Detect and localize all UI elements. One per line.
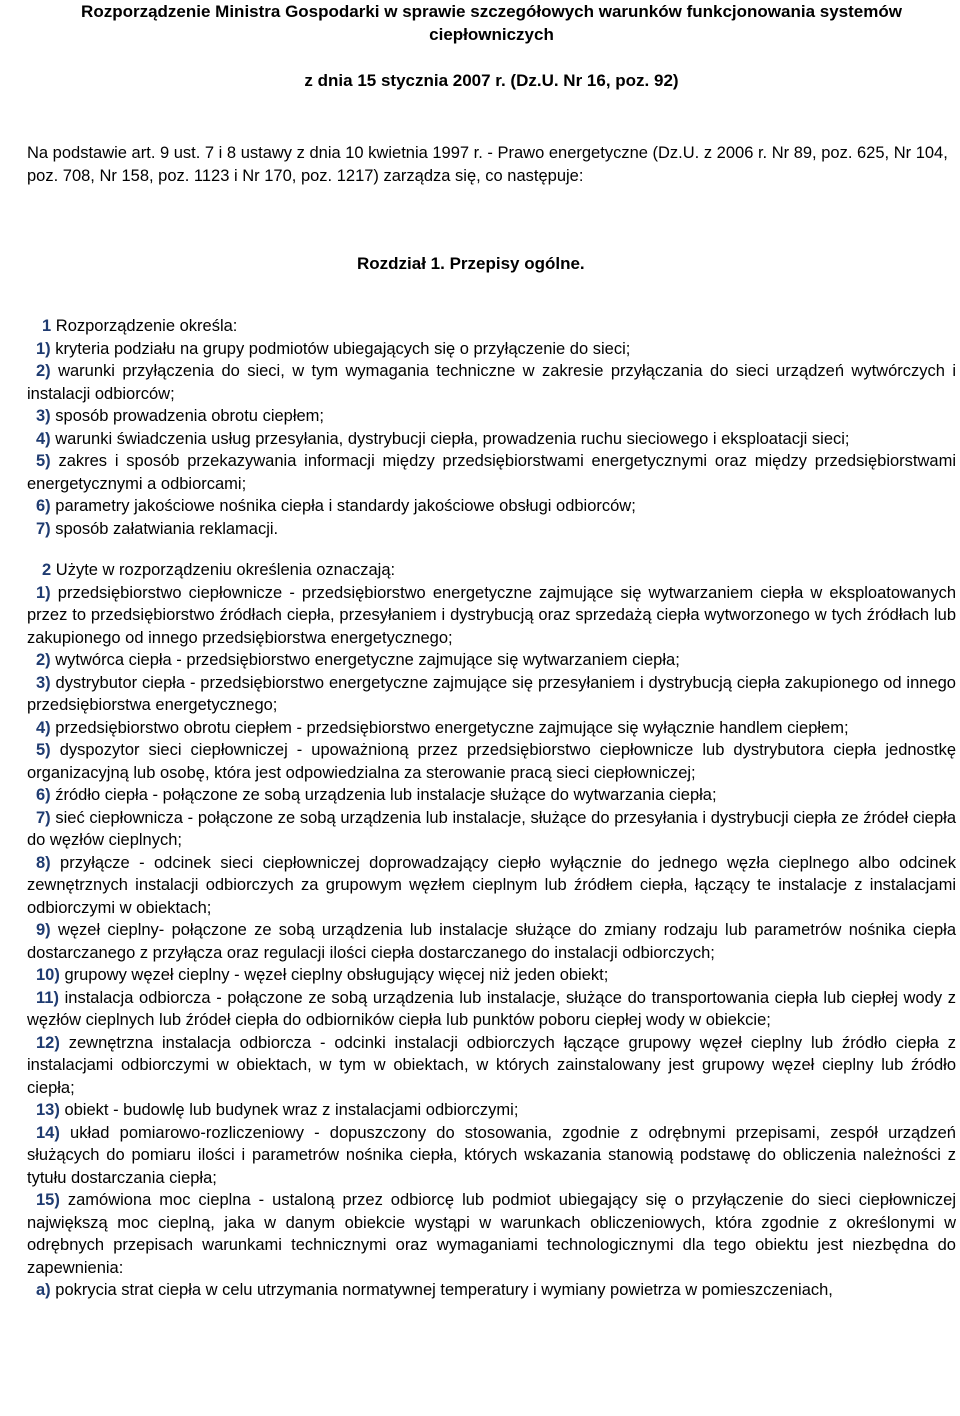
list-item-indent [27,584,36,602]
list-item [27,360,956,405]
list-item [27,428,956,451]
list-item-number: 14) [36,1123,60,1142]
list-item-indent [27,1101,36,1119]
list-item-text: obiekt - budowlę lub budynek wraz z instalacjami odbiorczymi; [64,1101,519,1119]
list-item [27,964,956,987]
list-item [27,717,956,740]
list-item [27,784,956,807]
list-item-indent [27,1124,36,1142]
list-item-indent [27,989,36,1007]
list-item-indent [27,497,36,515]
list-item-number: 9) [36,921,51,939]
list-item-text: dystrybutor ciepła - przedsiębiorstwo energetyczne zajmujące się przesyłaniem i dystrybucją ciepła zakupionego od innego przedsiębiorstwa energetycznego; [27,673,956,714]
list-item-text: warunki przyłączenia do sieci, w tym wymagania techniczne w zakresie przyłączania do sieci urządzeń wytwórczych i instalacji odbiorców; [27,362,956,403]
list-item [27,919,956,964]
section-number: 1 [42,317,52,335]
list-item [27,1122,956,1190]
list-item-text: przedsiębiorstwo obrotu ciepłem - przedsiębiorstwo energetyczne zajmujące się wyłącznie handlem ciepłem; [55,718,849,737]
sections-container [27,315,956,1302]
list-item-text: warunki świadczenia usług przesyłania, dystrybucji ciepła, prowadzenia ruchu sieciowego i eksploatacji sieci; [55,429,850,448]
list-item-number: 4) [36,718,51,737]
list-item-indent [27,966,36,984]
list-item-text: przyłącze - odcinek sieci ciepłowniczej doprowadzający ciepło wyłącznie do jednego węzła cieplnego albo odcinek zewnętrznych instalacji odbiorczych za grupowym węzłem cieplnym lub źródłem ciepła, łączący te instalacje z instalacjami odbiorczymi w obiektach; [27,853,956,917]
list-item [27,1189,956,1279]
list-item-number: 3) [36,407,51,425]
list-item-text: sieć ciepłownicza - połączone ze sobą urządzenia lub instalacje, służące do przesyłania i dystrybucji ciepła ze źródeł ciepła do węzłów cieplnych; [27,808,956,849]
list-item-number: 12) [36,1033,60,1052]
list-item-text: sposób prowadzenia obrotu ciepłem; [55,407,325,425]
chapter-heading: Rozdział 1. Przepisy ogólne. [357,254,585,273]
list-item-text: kryteria podziału na grupy podmiotów ubiegających się o przyłączenie do sieci; [55,339,631,358]
list-item-number: 2) [36,651,51,669]
list-item-number: 15) [36,1191,60,1209]
list-item-number: 2) [36,362,51,380]
list-item-number: a) [36,1281,51,1299]
section-number: 2 [42,561,52,579]
list-item-number: 3) [36,673,51,692]
list-item-text: zakres i sposób przekazywania informacji między przedsiębiorstwami energetycznymi oraz między przedsiębiorstwami energetycznymi a odbiorcami; [27,452,956,493]
list-item [27,582,956,650]
section-1 [27,315,956,540]
list-item-text: układ pomiarowo-rozliczeniowy - dopuszczony do stosowania, zgodnie z odrębnymi przepisami, zespół urządzeń służących do pomiaru ilości i parametrów nośnika ciepła, których wskazania stanowią podstawę do obliczenia należności z tytułu dostarczania ciepła; [27,1123,956,1187]
section-2 [27,559,956,1302]
section-heading-text: Rozporządzenie określa: [51,317,238,335]
list-item-indent [27,362,36,380]
list-item-number: 13) [36,1101,60,1119]
list-item-indent [27,430,36,448]
list-item-indent [27,809,36,827]
list-item-indent [27,1191,36,1209]
list-item-number: 10) [36,966,60,984]
list-item-text: źródło ciepła - połączone ze sobą urządzenia lub instalacje służące do wytwarzania ciepła; [55,786,717,804]
list-item-number: 8) [36,853,51,872]
document-title: Rozporządzenie Ministra Gospodarki w sprawie szczegółowych warunków funkcjonowania systemów ciepłowniczych [81,2,902,44]
list-item-indent [27,741,36,759]
list-item-number: 6) [36,786,51,804]
list-item-number: 5) [36,452,51,470]
list-item [27,1032,956,1100]
list-item-text: grupowy węzeł cieplny - węzeł cieplny obsługujący więcej niż jeden obiekt; [64,966,609,984]
list-item [27,852,956,920]
list-item-number: 1) [36,583,51,602]
list-item-text: sposób załatwiania reklamacji. [55,519,279,538]
list-item-text: przedsiębiorstwo ciepłownicze - przedsiębiorstwo energetyczne zajmujące się wytwarzaniem ciepła w eksploatowanych przez to przedsiębiorstwo źródłach ciepła, przesyłaniem i dystrybucją oraz sprzedażą ciepła wytworzonego w tych źródłach lub zakupionego od innego przedsiębiorstwa energetycznego; [27,583,956,647]
list-item [27,987,956,1032]
list-item-indent [27,719,36,737]
list-item [27,450,956,495]
list-item [27,1099,956,1122]
list-item-text: pokrycia strat ciepła w celu utrzymania normatywnej temperatury i wymiany powietrza w pomieszczeniach, [55,1281,833,1299]
list-item-indent [27,854,36,872]
list-item [27,495,956,518]
list-item-number: 7) [36,519,51,538]
list-item-indent [27,340,36,358]
list-item [27,518,956,541]
list-item-text: wytwórca ciepła - przedsiębiorstwo energetyczne zajmujące się wytwarzaniem ciepła; [55,651,680,669]
section-heading [27,315,956,338]
list-item-indent [27,674,36,692]
list-item-number: 1) [36,339,51,358]
list-item-text: instalacja odbiorcza - połączone ze sobą urządzenia lub instalacje, służące do transportowania ciepła lub ciepłej wody z węzłów cieplnych lub źródeł ciepła do odbiorników ciepła lub punktów poboru ciepłej wody w obiekcie; [27,988,956,1029]
list-item-indent [27,407,36,425]
list-item-number: 6) [36,497,51,515]
list-item-number: 5) [36,741,51,759]
section-heading [27,559,956,582]
preamble: Na podstawie art. 9 ust. 7 i 8 ustawy z dnia 10 kwietnia 1997 r. - Prawo energetyczne (Dz.U. z 2006 r. Nr 89, poz. 625, Nr 104, poz. 708, Nr 158, poz. 1123 i Nr 170, poz. 1217) zarządza się, co następuje: [27,144,948,185]
list-item-indent [27,651,36,669]
list-item-indent [27,921,36,939]
list-item-indent [27,520,36,538]
list-item [27,739,956,784]
list-item-indent [27,786,36,804]
list-item [27,649,956,672]
list-item-text: zamówiona moc cieplna - ustaloną przez odbiorcę lub podmiot ubiegający się o przyłączenie do sieci ciepłowniczej największą moc cieplną, jaka w danym obiekcie wystąpi w warunkach obliczeniowych, która zgodnie z określonymi w odrębnych przepisach warunkami technicznymi oraz wymaganiami technologicznymi dla tego obiektu jest niezbędna do zapewnienia: [27,1191,957,1277]
list-item [27,807,956,852]
list-item-number: 4) [36,429,51,448]
list-item-number: 11) [36,988,59,1007]
section-heading-text: Użyte w rozporządzeniu określenia oznaczają: [51,561,396,579]
list-item-text: parametry jakościowe nośnika ciepła i standardy jakościowe obsługi odbiorców; [55,497,636,515]
list-item-text: dyspozytor sieci ciepłowniczej - upoważnioną przez przedsiębiorstwo ciepłownicze lub dystrybutora ciepła jednostkę organizacyjną lub osobę, która jest odpowiedzialna za sterowanie pracą sieci ciepłowniczej; [27,741,956,782]
list-item [27,672,956,717]
list-item-text: węzeł cieplny- połączone ze sobą urządzenia lub instalacje służące do zmiany rodzaju lub parametrów nośnika ciepła dostarczanego z przyłącza oraz regulacji ilości ciepła dostarczanego do instalacji odbiorczych; [27,921,956,962]
list-item-indent [27,452,36,470]
list-item [27,1279,956,1302]
list-item-text: zewnętrzna instalacja odbiorcza - odcinki instalacji odbiorczych łączące grupowy węzeł cieplny lub źródło ciepła z instalacjami odbiorczymi w obiektach, w tym w obiektach, w których zainstalowany jest grupowy węzeł cieplny lub źródło ciepła; [27,1033,956,1097]
list-item-indent [27,1034,36,1052]
list-item [27,405,956,428]
list-item [27,338,956,361]
list-item-indent [27,1281,36,1299]
document-subtitle: z dnia 15 stycznia 2007 r. (Dz.U. Nr 16, poz. 92) [304,71,679,90]
list-item-number: 7) [36,808,51,827]
